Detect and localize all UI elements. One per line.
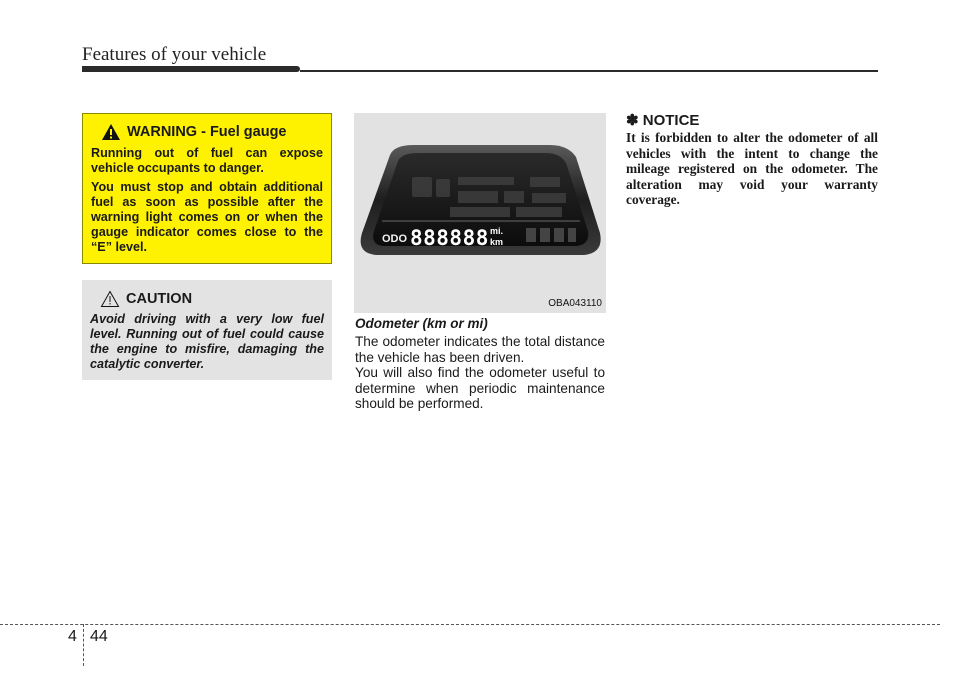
page-number: 44 [90,628,108,645]
odometer-heading: Odometer (km or mi) [355,316,488,331]
odometer-digits: 888888 [410,226,489,250]
instrument-cluster-illustration [354,113,606,313]
header-rule-thick [82,66,300,72]
caution-triangle-icon [100,290,120,308]
unit-km-label: km [490,237,504,247]
page-header-title: Features of your vehicle [82,44,267,65]
header-rule-thin [300,70,878,72]
figure-id-label: OBA043110 [548,298,602,309]
caution-paragraph: Avoid driving with a very low fuel level. Running out of fuel could cause the engine to misfire, damaging the catalytic converter. [90,312,324,371]
warning-box [82,113,332,264]
chapter-number: 4 [68,628,77,645]
caution-box [82,280,332,380]
notice-title: ✽ NOTICE [626,112,700,129]
odometer-paragraph: The odometer indicates the total distance the vehicle has been driven. [355,334,605,365]
warning-heading [101,122,323,142]
warning-paragraph: Running out of fuel can expose vehicle occupants to danger. [91,146,323,175]
footer-divider [83,624,84,666]
unit-mi-label: mi. [490,226,504,236]
odometer-paragraph: You will also find the odometer useful to determine when periodic maintenance should be performed. [355,365,605,411]
warning-subtitle: - Fuel gauge [201,124,287,140]
notice-paragraph: It is forbidden to alter the odometer of all vehicles with the intent to change the mileage registered on the odometer. The alteration may void your warranty coverage. [626,130,878,208]
warning-paragraph: You must stop and obtain additional fuel as soon as possible after the warning light comes on or when the gauge indicator comes close to the “E” level. [91,180,323,254]
footer-rule [0,624,940,625]
caution-title: CAUTION [126,291,193,307]
odo-label: ODO [382,233,408,245]
warning-triangle-icon [101,123,121,141]
odometer-figure [354,113,606,313]
caution-heading [100,288,324,310]
warning-title: WARNING [127,124,198,140]
